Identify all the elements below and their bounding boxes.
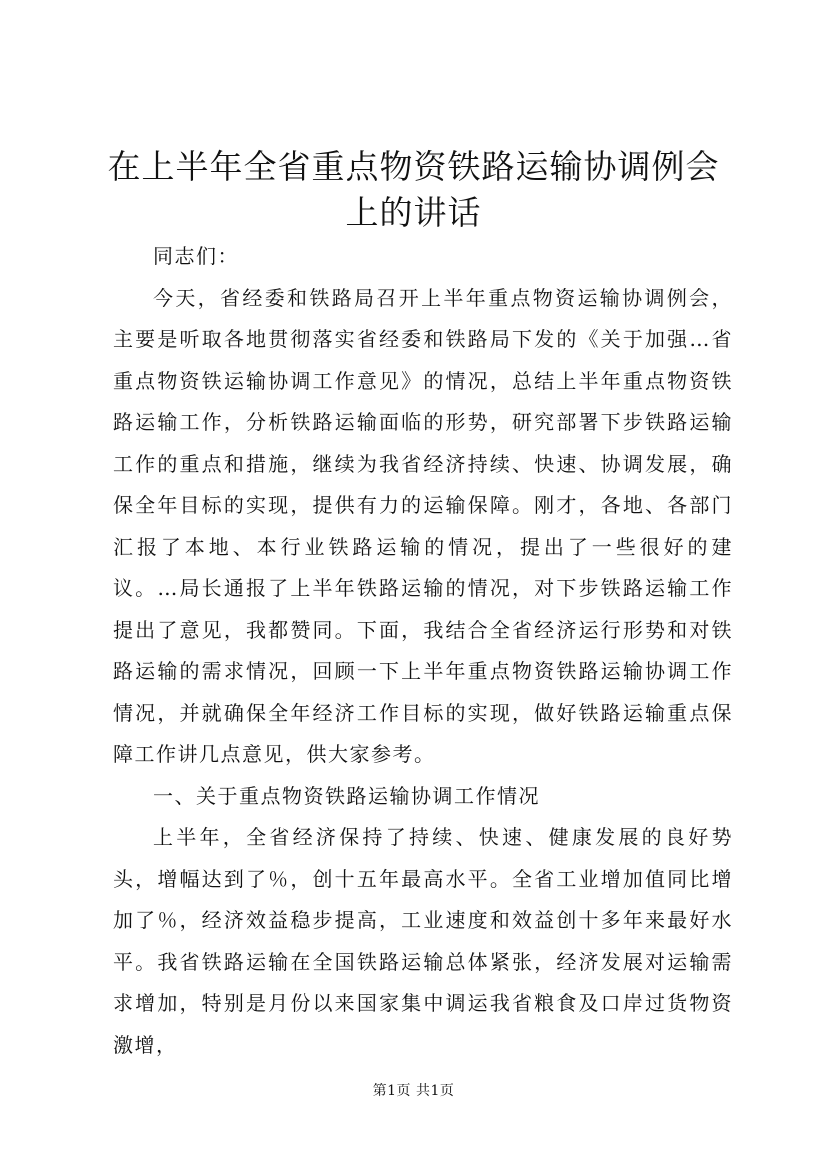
paragraph-section-one: 上半年，全省经济保持了持续、快速、健康发展的良好势头，增幅达到了％，创十五年最高水平。全省工业增加值同比增加了％，经济效益稳步提高，工业速度和效益创十多年来最好水平。我省铁路运输在全国铁路运输总体紧张，经济发展对运输需求增加，特别是月份以来国家集中调运我省粮食及口岸过货物资激增， [113,825,733,1057]
document-body [113,236,733,1066]
section-heading: 一、关于重点物资铁路运输协调工作情况 [153,783,540,808]
page-footer: 第1页 共1页 [372,1083,455,1099]
paragraph-intro: 今天，省经委和铁路局召开上半年重点物资运输协调例会，主要是听取各地贯彻落实省经委和铁路局下发的《关于加强…省重点物资铁运输协调工作意见》的情况，总结上半年重点物资铁路运输工作，分析铁路运输面临的形势，研究部署下步铁路运输工作的重点和措施，继续为我省经济持续、快速、协调发展，确保全年目标的实现，提供有力的运输保障。刚才，各地、各部门汇报了本地、本行业铁路运输的情况，提出了一些很好的建议。…局长通报了上半年铁路运输的情况，对下步铁路运输工作提出了意见，我都赞同。下面，我结合全省经济运行形势和对铁路运输的需求情况，回顾一下上半年重点物资铁路运输协调工作情况，并就确保全年经济工作目标的实现，做好铁路运输重点保障工作讲几点意见，供大家参考。 [113,285,733,766]
salutation: 同志们： [153,244,239,268]
document-title: 在上半年全省重点物资铁路运输协调例会上的讲话 [107,147,720,232]
